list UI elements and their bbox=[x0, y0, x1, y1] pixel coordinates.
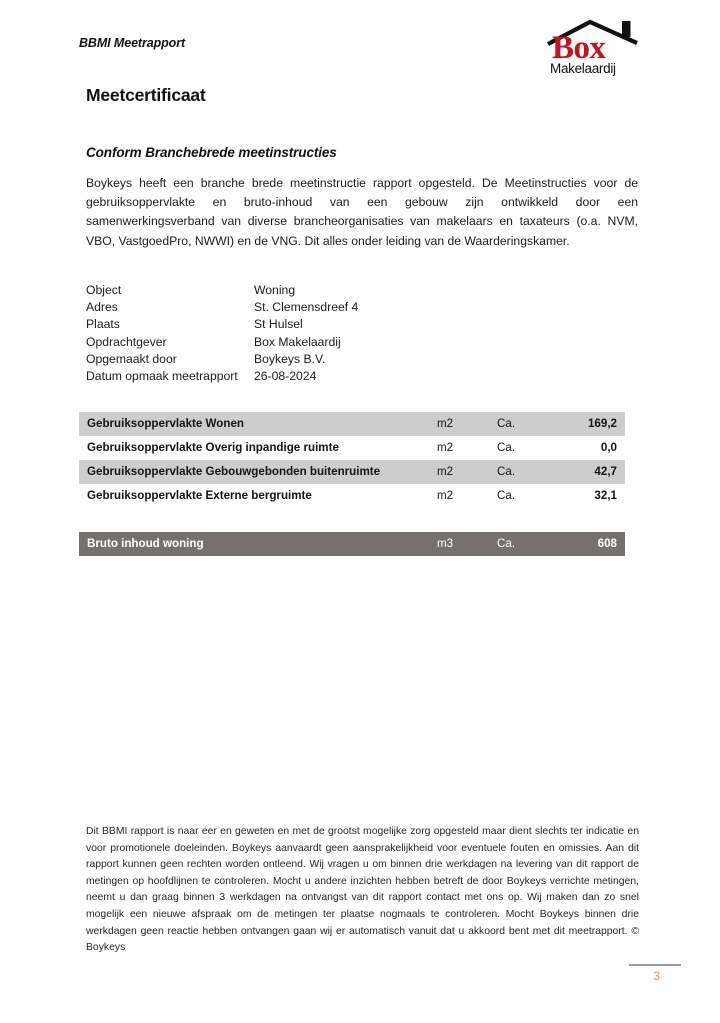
measurement-unit: m2 bbox=[437, 441, 454, 454]
table-row bbox=[79, 436, 625, 460]
table-row bbox=[79, 484, 625, 508]
info-label: Opgemaakt door bbox=[86, 351, 177, 366]
info-label: Adres bbox=[86, 300, 118, 315]
measurement-value: 42,7 bbox=[594, 465, 617, 478]
info-value: Box Makelaardij bbox=[254, 334, 341, 349]
info-row bbox=[86, 299, 506, 316]
total-volume-table bbox=[79, 532, 625, 556]
info-label: Object bbox=[86, 283, 122, 297]
measurement-approx: Ca. bbox=[497, 417, 516, 430]
total-approx: Ca. bbox=[497, 537, 516, 550]
object-info-list bbox=[86, 282, 506, 385]
measurements-table bbox=[79, 412, 625, 508]
measurement-approx: Ca. bbox=[497, 465, 516, 478]
footer-divider bbox=[629, 964, 681, 966]
measurement-unit: m2 bbox=[437, 465, 454, 478]
measurement-label: Gebruiksoppervlakte Overig inpandige ruimte bbox=[87, 441, 339, 454]
info-value: St. Clemensdreef 4 bbox=[254, 300, 359, 315]
info-value: 26-08-2024 bbox=[254, 368, 317, 383]
logo-subtitle-text: Makelaardij bbox=[550, 61, 616, 76]
info-label: Opdrachtgever bbox=[86, 334, 167, 349]
measurement-approx: Ca. bbox=[497, 489, 516, 502]
info-row bbox=[86, 351, 506, 368]
table-row bbox=[79, 412, 625, 436]
info-label: Plaats bbox=[86, 317, 120, 332]
page-number: 3 bbox=[653, 969, 660, 983]
document-footer bbox=[0, 964, 720, 1004]
measurement-value: 169,2 bbox=[587, 417, 617, 430]
info-row bbox=[86, 368, 506, 385]
info-label: Datum opmaak meetrapport bbox=[86, 368, 238, 383]
disclaimer-text: Dit BBMI rapport is naar eer en geweten en met de grootst mogelijke zorg opgesteld maar dient slechts ter indicatie en voor promotionele doeleinden. Boykeys aanvaardt geen aansprakelijkheid voor eventuele fouten en omissies. Aan dit rapport kunnen geen rechten worden ontleend. Wij vragen u om binnen drie werkdagen na levering van dit rapport de metingen op hoofdlijnen te controleren. Mocht u andere inzichten hebben betreft de door Boykeys verrichte metingen, neemt u dan graag binnen 3 werkdagen na ontvangst van dit rapport contact met ons op. Wij maken dan zo snel mogelijk een nieuwe afspraak om de metingen ter plaatse nogmaals te controleren. Mocht Boykeys binnen drie werkdagen geen reactie hebben ontvangen gaan wij er automatisch vanuit dat u akkoord bent met dit meetrapport. © Boykeys bbox=[86, 826, 639, 954]
table-row bbox=[79, 460, 625, 484]
logo-brand-text: Box bbox=[552, 30, 606, 66]
section-title: Conform Branchebrede meetinstructies bbox=[86, 145, 337, 160]
info-value: Woning bbox=[254, 283, 296, 297]
measurement-unit: m2 bbox=[437, 417, 454, 430]
info-row bbox=[86, 334, 506, 351]
total-label: Bruto inhoud woning bbox=[87, 537, 204, 550]
document-header bbox=[79, 30, 641, 86]
total-unit: m3 bbox=[437, 537, 454, 550]
measurement-label: Gebruiksoppervlakte Gebouwgebonden buitenruimte bbox=[87, 465, 381, 478]
header-report-title: BBMI Meetrapport bbox=[79, 36, 186, 50]
page-title: Meetcertificaat bbox=[86, 85, 206, 105]
measurement-unit: m2 bbox=[437, 489, 454, 502]
info-row bbox=[86, 316, 506, 333]
measurement-label: Gebruiksoppervlakte Externe bergruimte bbox=[87, 489, 312, 502]
table-row-total bbox=[79, 532, 625, 556]
info-value: St Hulsel bbox=[254, 317, 303, 332]
info-row bbox=[86, 282, 506, 299]
measurement-value: 0,0 bbox=[600, 441, 617, 454]
measurement-value: 32,1 bbox=[594, 489, 617, 502]
box-makelaardij-logo bbox=[545, 18, 641, 78]
intro-paragraph: Boykeys heeft een branche brede meetinstructie rapport opgesteld. De Meetinstructies voor de gebruiksoppervlakte en bruto-inhoud van een gebouw zijn ontwikkeld door een samenwerkingsverband van diverse brancheorganisaties van makelaars en taxateurs (o.a. NVM, VBO, VastgoedPro, NWWI) en de VNG. Dit alles onder leiding van de Waarderingskamer. bbox=[86, 176, 638, 248]
info-value: Boykeys B.V. bbox=[254, 351, 326, 366]
measurement-approx: Ca. bbox=[497, 441, 516, 454]
total-value: 608 bbox=[597, 537, 617, 550]
measurement-label: Gebruiksoppervlakte Wonen bbox=[87, 417, 244, 430]
